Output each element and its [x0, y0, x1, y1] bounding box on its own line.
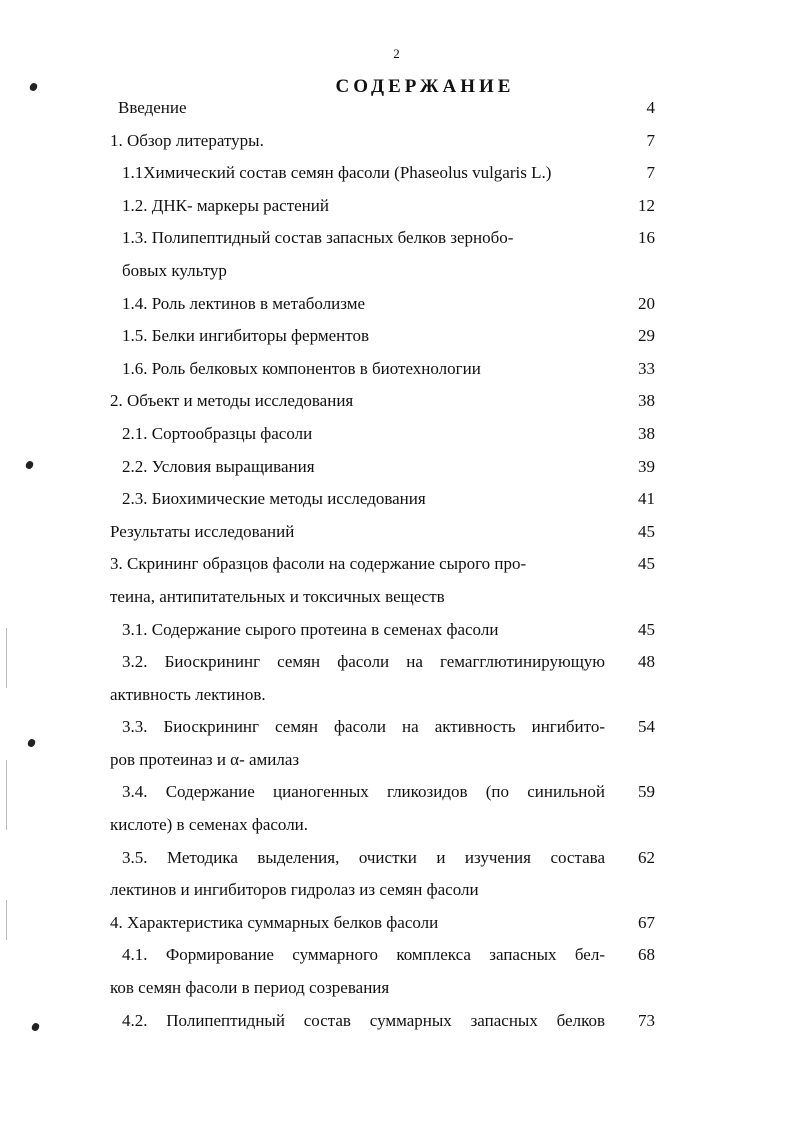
toc-entry-page: 7 [646, 130, 655, 150]
toc-entry [0, 907, 793, 940]
toc-entry [0, 646, 793, 711]
toc-entry-line1: 1.3. Полипептидный состав запасных белков зернобо- [122, 228, 514, 248]
toc-entry-line2: бовых культур [122, 260, 227, 280]
toc-entry-page: 38 [638, 423, 655, 443]
toc-entry-page: 62 [638, 847, 655, 867]
toc-entry-page: 4 [646, 98, 655, 117]
table-of-contents [0, 92, 793, 1037]
toc-entry-text: 1.6. Роль белковых компонентов в биотехнологии [122, 358, 481, 378]
toc-entry [0, 1005, 793, 1038]
toc-entry-page: 33 [638, 358, 655, 378]
toc-entry-text: 1. Обзор литературы. [110, 130, 264, 150]
toc-entry-text: 1.1Химический состав семян фасоли (Phaseolus vulgaris L.) [122, 163, 552, 183]
toc-entry [0, 385, 793, 418]
toc-entry-page: 16 [638, 228, 655, 248]
toc-entry [0, 320, 793, 353]
toc-entry [0, 157, 793, 190]
toc-entry-text: 4. Характеристика суммарных белков фасоли [110, 912, 439, 932]
toc-entry-line2: лектинов и ингибиторов гидролаз из семян фасоли [110, 880, 479, 900]
toc-entry-text [110, 548, 605, 613]
toc-entry-text [110, 939, 605, 1004]
toc-entry-text: 2.1. Сортообразцы фасоли [122, 423, 313, 443]
toc-entry-page: 45 [638, 619, 655, 639]
toc-entry-text: 1.5. Белки ингибиторы ферментов [122, 326, 369, 346]
toc-entry-line2: ров протеиназ и α- амилаз [110, 749, 300, 769]
toc-entry-text: Результаты исследований [110, 521, 295, 541]
toc-entry [0, 548, 793, 613]
toc-entry [0, 842, 793, 907]
toc-entry-page: 59 [638, 782, 655, 802]
scan-speck [28, 82, 38, 92]
toc-entry [0, 711, 793, 776]
toc-entry-page: 39 [638, 456, 655, 476]
toc-entry-page: 68 [638, 945, 655, 965]
toc-entry [0, 776, 793, 841]
toc-entry [0, 92, 793, 125]
toc-entry-text: 2.2. Условия выращивания [122, 456, 315, 476]
toc-entry-text [122, 222, 606, 287]
toc-entry [0, 614, 793, 647]
toc-entry-text: 1.2. ДНК- маркеры растений [122, 195, 329, 215]
toc-entry-page: 73 [638, 1010, 655, 1030]
toc-entry-page: 12 [638, 195, 655, 215]
toc-entry-text [110, 776, 605, 841]
toc-entry [0, 483, 793, 516]
toc-entry-line1: 3.3. Биоскрининг семян фасоли на активность ингибито- [122, 717, 605, 737]
toc-entry-text: Введение [118, 98, 187, 117]
toc-entry-page: 67 [638, 912, 655, 932]
toc-entry-text: 3.1. Содержание сырого протеина в семенах фасоли [122, 619, 499, 639]
toc-entry [0, 516, 793, 549]
toc-entry-line2: активность лектинов. [110, 684, 266, 704]
toc-entry-page: 20 [638, 293, 655, 313]
toc-entry-page: 48 [638, 652, 655, 672]
page-title: СОДЕРЖАНИЕ [335, 76, 515, 97]
toc-entry-line1: 4.1. Формирование суммарного комплекса запасных бел- [122, 945, 605, 965]
toc-entry-text: 2. Объект и методы исследования [110, 391, 354, 411]
toc-entry-page: 41 [638, 489, 655, 509]
toc-entry-page: 38 [638, 391, 655, 411]
toc-entry-text: 1.4. Роль лектинов в метаболизме [122, 293, 366, 313]
toc-entry-page: 54 [638, 717, 655, 737]
toc-entry-text [110, 842, 605, 907]
toc-entry-line1: 3.2. Биоскрининг семян фасоли на гемагглютинирующую [122, 652, 605, 672]
toc-entry-page: 45 [638, 554, 655, 574]
toc-entry-line2: кислоте) в семенах фасоли. [110, 815, 309, 835]
page-number: 2 [393, 46, 400, 61]
toc-entry-page: 29 [638, 326, 655, 346]
toc-entry-page: 7 [646, 163, 655, 183]
toc-entry [0, 288, 793, 321]
toc-entry [0, 353, 793, 386]
toc-entry-line2: ков семян фасоли в период созревания [110, 978, 390, 998]
toc-entry [0, 418, 793, 451]
toc-entry [0, 190, 793, 223]
toc-entry [0, 451, 793, 484]
toc-entry-page: 45 [638, 521, 655, 541]
toc-entry-text: 4.2. Полипептидный состав суммарных запасных белков [122, 1010, 605, 1030]
toc-entry-text [110, 646, 605, 711]
toc-entry-text [110, 711, 605, 776]
toc-entry-line2: теина, антипитательных и токсичных веществ [110, 586, 445, 606]
toc-entry-text: 2.3. Биохимические методы исследования [122, 489, 426, 509]
toc-entry [0, 125, 793, 158]
toc-entry [0, 939, 793, 1004]
toc-entry-line1: 3. Скрининг образцов фасоли на содержание сырого про- [110, 554, 527, 574]
toc-entry [0, 222, 793, 287]
toc-entry-line1: 3.4. Содержание цианогенных гликозидов (по синильной [122, 782, 605, 802]
toc-entry-line1: 3.5. Методика выделения, очистки и изучения состава [122, 847, 605, 867]
